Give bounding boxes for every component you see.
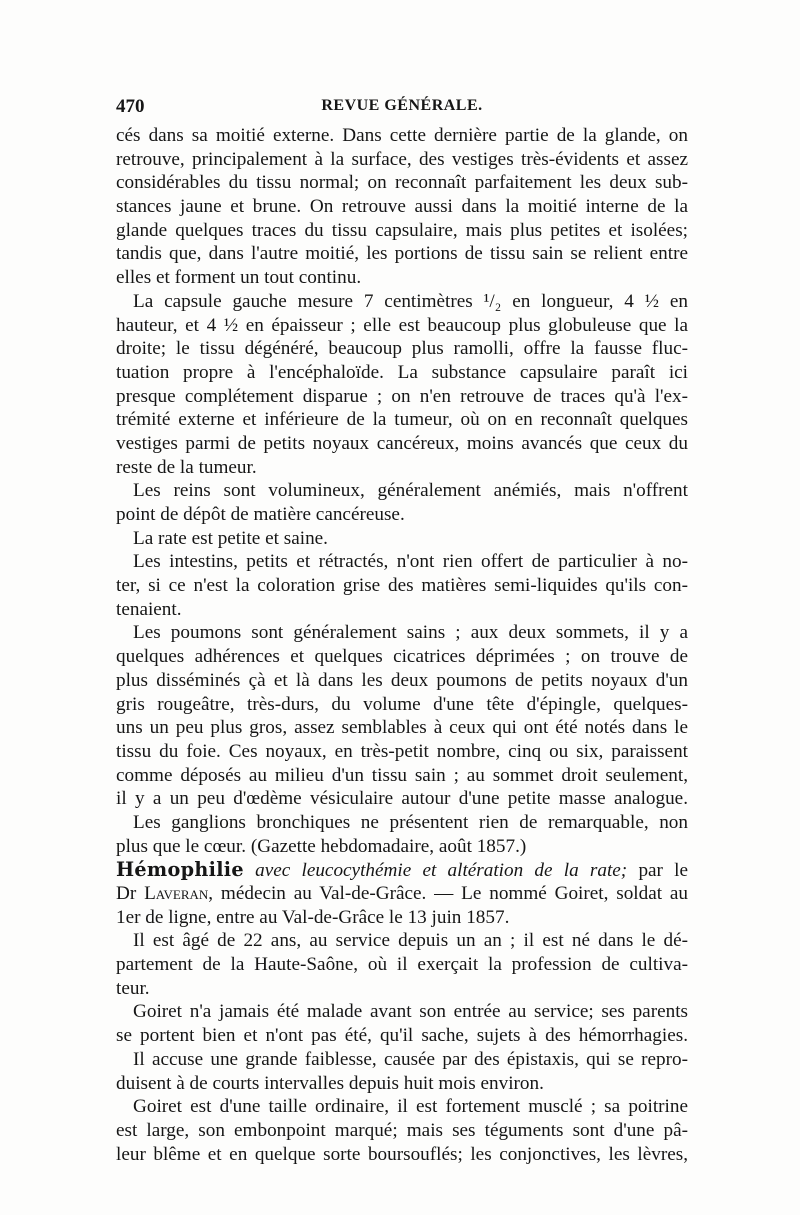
text-line: considérables du tissu normal; on reconnaît parfaitement les deux sub- [116, 172, 688, 194]
article-title: Hémophilie [116, 858, 244, 882]
text-line: est large, son embonpoint marqué; mais ses téguments sont d'une pâ- [116, 1119, 688, 1141]
text-line: plus disséminés çà et là dans les deux poumons de petits noyaux d'un [116, 669, 688, 691]
article-title-line [116, 858, 688, 882]
text-line: Les intestins, petits et rétractés, n'ont rien offert de particulier à no- [133, 551, 688, 573]
text-line: il y a un peu d'œdème vésiculaire autour d'une petite masse analogue. [116, 788, 688, 810]
text-line: Les poumons sont généralement sains ; aux deux sommets, il y a [133, 622, 688, 644]
page-header [116, 96, 688, 122]
text-line: hauteur, et 4 ½ en épaisseur ; elle est beaucoup plus globuleuse que la [116, 314, 688, 336]
text-line: teur. [116, 977, 150, 999]
text-line: tuation propre à l'encéphaloïde. La substance capsulaire paraît ici [116, 361, 688, 383]
running-title: REVUE GÉNÉRALE. [321, 97, 483, 114]
text-line: uns un peu plus gros, assez semblables à ceux qui ont été notés dans le [116, 717, 688, 739]
text-line: vestiges parmi de petits noyaux cancéreux, moins avancés que ceux du [116, 432, 688, 454]
text-line: leur blême et en quelque sorte boursouflés; les conjonctives, les lèvres, [116, 1143, 688, 1165]
text-line: se portent bien et n'ont pas été, qu'il sache, sujets à des hémorrhagies. [116, 1025, 688, 1047]
text-line: partement de la Haute-Saône, où il exerçait la profession de cultiva- [116, 954, 688, 976]
text-line: tandis que, dans l'autre moitié, les portions de tissu sain se relient entre [116, 243, 688, 265]
text-line: Goiret est d'une taille ordinaire, il est fortement musclé ; sa poitrine [133, 1096, 688, 1118]
text-line: elles et forment un tout continu. [116, 267, 362, 289]
author-name: Laveran [144, 883, 209, 904]
article-author-line [116, 882, 688, 906]
body-text [116, 124, 688, 1166]
text-line: Les ganglions bronchiques ne présentent rien de remarquable, non [133, 811, 688, 833]
text-line: Les reins sont volumineux, généralement anémiés, mais n'offrent [133, 480, 688, 502]
article-subtitle: avec leucocythémie et altération de la rate; [255, 860, 628, 882]
author-rest: , médecin au Val-de-Grâce. — Le nommé Goiret, soldat au [208, 883, 688, 904]
article-header [116, 858, 688, 929]
article-admission-line: 1er de ligne, entre au Val-de-Grâce le 13 juin 1857. [116, 906, 510, 928]
text-line: tenaient. [116, 598, 182, 620]
autopsy-text [116, 124, 688, 858]
text-line: point de dépôt de matière cancéreuse. [116, 504, 405, 525]
page-number: 470 [116, 96, 145, 117]
article-text [116, 929, 688, 1166]
text-line: La rate est petite et saine. [133, 527, 328, 549]
text-line: glande quelques traces du tissu capsulaire, mais plus petites et isolées; [116, 219, 688, 241]
text-line: gris rougeâtre, très-durs, du volume d'une tête d'épingle, quelques- [116, 693, 688, 715]
text-line: Il est âgé de 22 ans, au service depuis un an ; il est né dans le dé- [133, 930, 688, 952]
text-line: Il accuse une grande faiblesse, causée par des épistaxis, qui se repro- [133, 1048, 688, 1070]
text-line: trémité externe et inférieure de la tumeur, où on en reconnaît quelques [116, 409, 688, 431]
author-prefix: Dr [116, 883, 137, 904]
text-line: droite; le tissu dégénéré, beaucoup plus ramolli, offre la fausse fluc- [116, 338, 688, 360]
text-line: cés dans sa moitié externe. Dans cette dernière partie de la glande, on [116, 125, 688, 146]
text-line: La capsule gauche mesure 7 centimètres ¹/₂ en longueur, 4 ½ en [133, 290, 688, 312]
text-line: ter, si ce n'est la coloration grise des matières semi-liquides qu'ils con- [116, 575, 688, 597]
text-line: presque complétement disparue ; on n'en retrouve de traces qu'à l'ex- [116, 385, 688, 407]
text-line: plus que le cœur. (Gazette hebdomadaire, août 1857.) [116, 835, 527, 857]
text-line: reste de la tumeur. [116, 456, 257, 478]
text-line: duisent à de courts intervalles depuis huit mois environ. [116, 1072, 544, 1094]
text-line: Goiret n'a jamais été malade avant son entrée au service; ses parents [133, 1001, 688, 1023]
text-line: comme déposés au milieu d'un tissu sain ; au sommet droit seulement, [116, 764, 688, 786]
text-line: tissu du foie. Ces noyaux, en très-petit nombre, cinq ou six, paraissent [116, 740, 688, 762]
article-by: par le [638, 860, 689, 882]
text-line: quelques adhérences et quelques cicatrices déprimées ; on trouve de [116, 646, 688, 668]
text-line: stances jaune et brune. On retrouve aussi dans la moitié interne de la [116, 196, 688, 218]
text-line: retrouve, principalement à la surface, des vestiges très-évidents et assez [116, 148, 688, 170]
